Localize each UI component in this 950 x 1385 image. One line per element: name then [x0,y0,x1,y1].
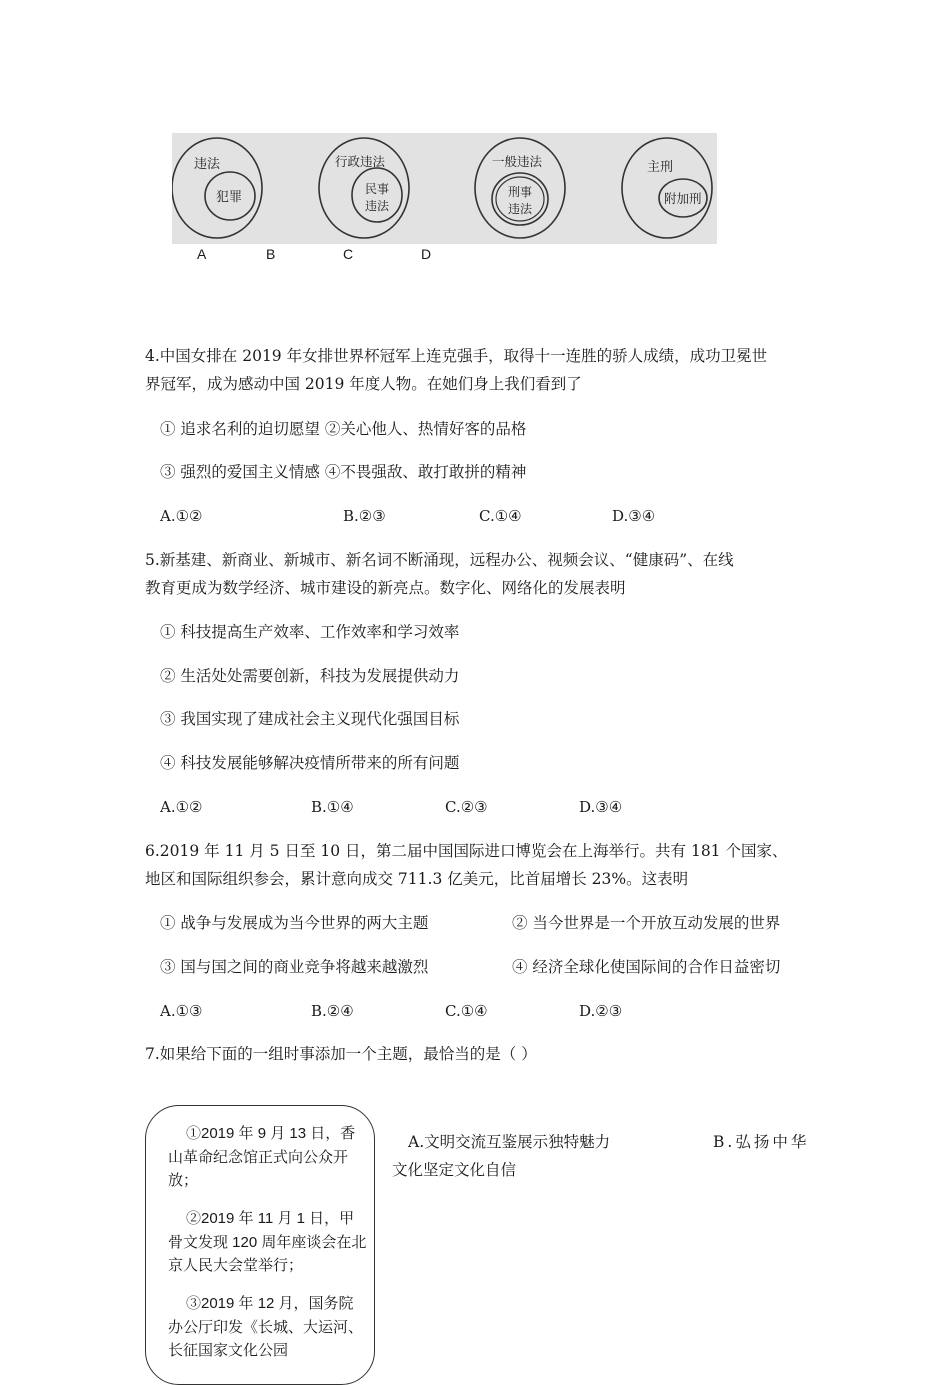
q7-choice-b[interactable]: B.弘扬中华 [713,1133,810,1151]
circle-outer-label-1: 违法 [194,157,221,172]
q6-item-2: ② 当今世界是一个开放互动发展的世界 [512,914,781,932]
q5-item-3: ③ 我国实现了建成社会主义现代化强国目标 [160,710,460,728]
q4-items-line-1: ① 追求名利的迫切愿望 ②关心他人、热情好客的品格 [160,420,527,438]
circle-inner-3 [492,173,548,225]
q7-stem: 7.如果给下面的一组时事添加一个主题，最恰当的是（ ） [145,1045,537,1063]
q4-choice-d[interactable]: D.③④ [612,507,656,525]
q6-item-4: ④ 经济全球化使国际间的合作日益密切 [512,958,781,976]
q6-choice-b[interactable]: B.②④ [311,1002,354,1020]
circle-outer-4 [622,138,712,238]
concept-circles-diagram [172,133,717,244]
q4-choice-a[interactable]: A.①② [160,507,203,525]
figure-option-a-label: A [197,246,207,262]
figure-option-d-label: D [421,246,432,262]
q6-choice-d[interactable]: D.②③ [579,1002,623,1020]
figure-option-b-label: B [266,246,276,262]
q5-item-1: ① 科技提高生产效率、工作效率和学习效率 [160,623,460,641]
circle-inner-label-2b: 违法 [365,199,390,213]
q5-stem-line-2: 教育更成为数学经济、城市建设的新亮点。数字化、网络化的发展表明 [145,579,626,597]
q6-item-1: ① 战争与发展成为当今世界的两大主题 [160,914,429,932]
q7-choice-b-continued[interactable]: 文化坚定文化自信 [392,1161,517,1179]
circle-inner-label-3a: 刑事 [508,185,533,199]
q4-choice-c[interactable]: C.①④ [479,507,522,525]
q5-item-4: ④ 科技发展能够解决疫情所带来的所有问题 [160,754,460,772]
q6-stem-line-1: 6.2019 年 11 月 5 日至 10 日，第二届中国国际进口博览会在上海举行。共有 181 个国家、 [145,842,788,860]
circle-outer-2 [319,138,409,238]
q4-stem-line-2: 界冠军，成为感动中国 2019 年度人物。在她们身上我们看到了 [145,375,582,393]
q7-event-1: ①2019 年 9 月 13 日，香山革命纪念馆正式向公众开放； [168,1125,356,1189]
q7-event-2: ②2019 年 11 月 1 日，甲骨文发现 120 周年座谈会在北京人民大会堂举行； [168,1210,367,1274]
circle-inner-label-2a: 民事 [365,182,390,196]
q6-choice-a[interactable]: A.①③ [160,1002,203,1020]
circle-outer-label-3: 一般违法 [492,154,543,169]
q4-choice-b[interactable]: B.②③ [343,507,386,525]
circle-outer-label-2: 行政违法 [335,154,386,169]
q5-choice-d[interactable]: D.③④ [579,798,623,816]
q6-item-3: ③ 国与国之间的商业竞争将越来越激烈 [160,958,429,976]
q5-stem-line-1: 5.新基建、新商业、新城市、新名词不断涌现，远程办公、视频会议、“健康码”、在线 [145,551,734,569]
circle-outer-label-4: 主刑 [647,160,674,175]
q5-choice-a[interactable]: A.①② [160,798,203,816]
q7-choice-a[interactable]: A.文明交流互鉴展示独特魅力 [408,1133,611,1151]
q6-stem-line-2: 地区和国际组织参会，累计意向成交 711.3 亿美元，比首届增长 23%。这表明 [145,870,689,888]
q5-choice-c[interactable]: C.②③ [445,798,488,816]
q4-items-line-2: ③ 强烈的爱国主义情感 ④不畏强敌、敢打敢拼的精神 [160,463,527,481]
q6-choice-c[interactable]: C.①④ [445,1002,488,1020]
circle-inner-label-4: 附加刑 [664,191,702,206]
q4-stem-line-1: 4.中国女排在 2019 年女排世界杯冠军上连克强手，取得十一连胜的骄人成绩，成功卫冕世 [145,347,768,365]
circle-outer-1 [172,138,262,238]
circle-inner-label-3b: 违法 [508,202,533,216]
figure-option-c-label: C [343,246,354,262]
circle-inner-label-1: 犯罪 [216,190,243,205]
legal-concept-figure [172,133,717,244]
q7-event-3: ③2019 年 12 月，国务院办公厅印发《长城、大运河、长征国家文化公园 [168,1295,364,1359]
q5-choice-b[interactable]: B.①④ [311,798,354,816]
q5-item-2: ② 生活处处需要创新，科技为发展提供动力 [160,667,460,685]
